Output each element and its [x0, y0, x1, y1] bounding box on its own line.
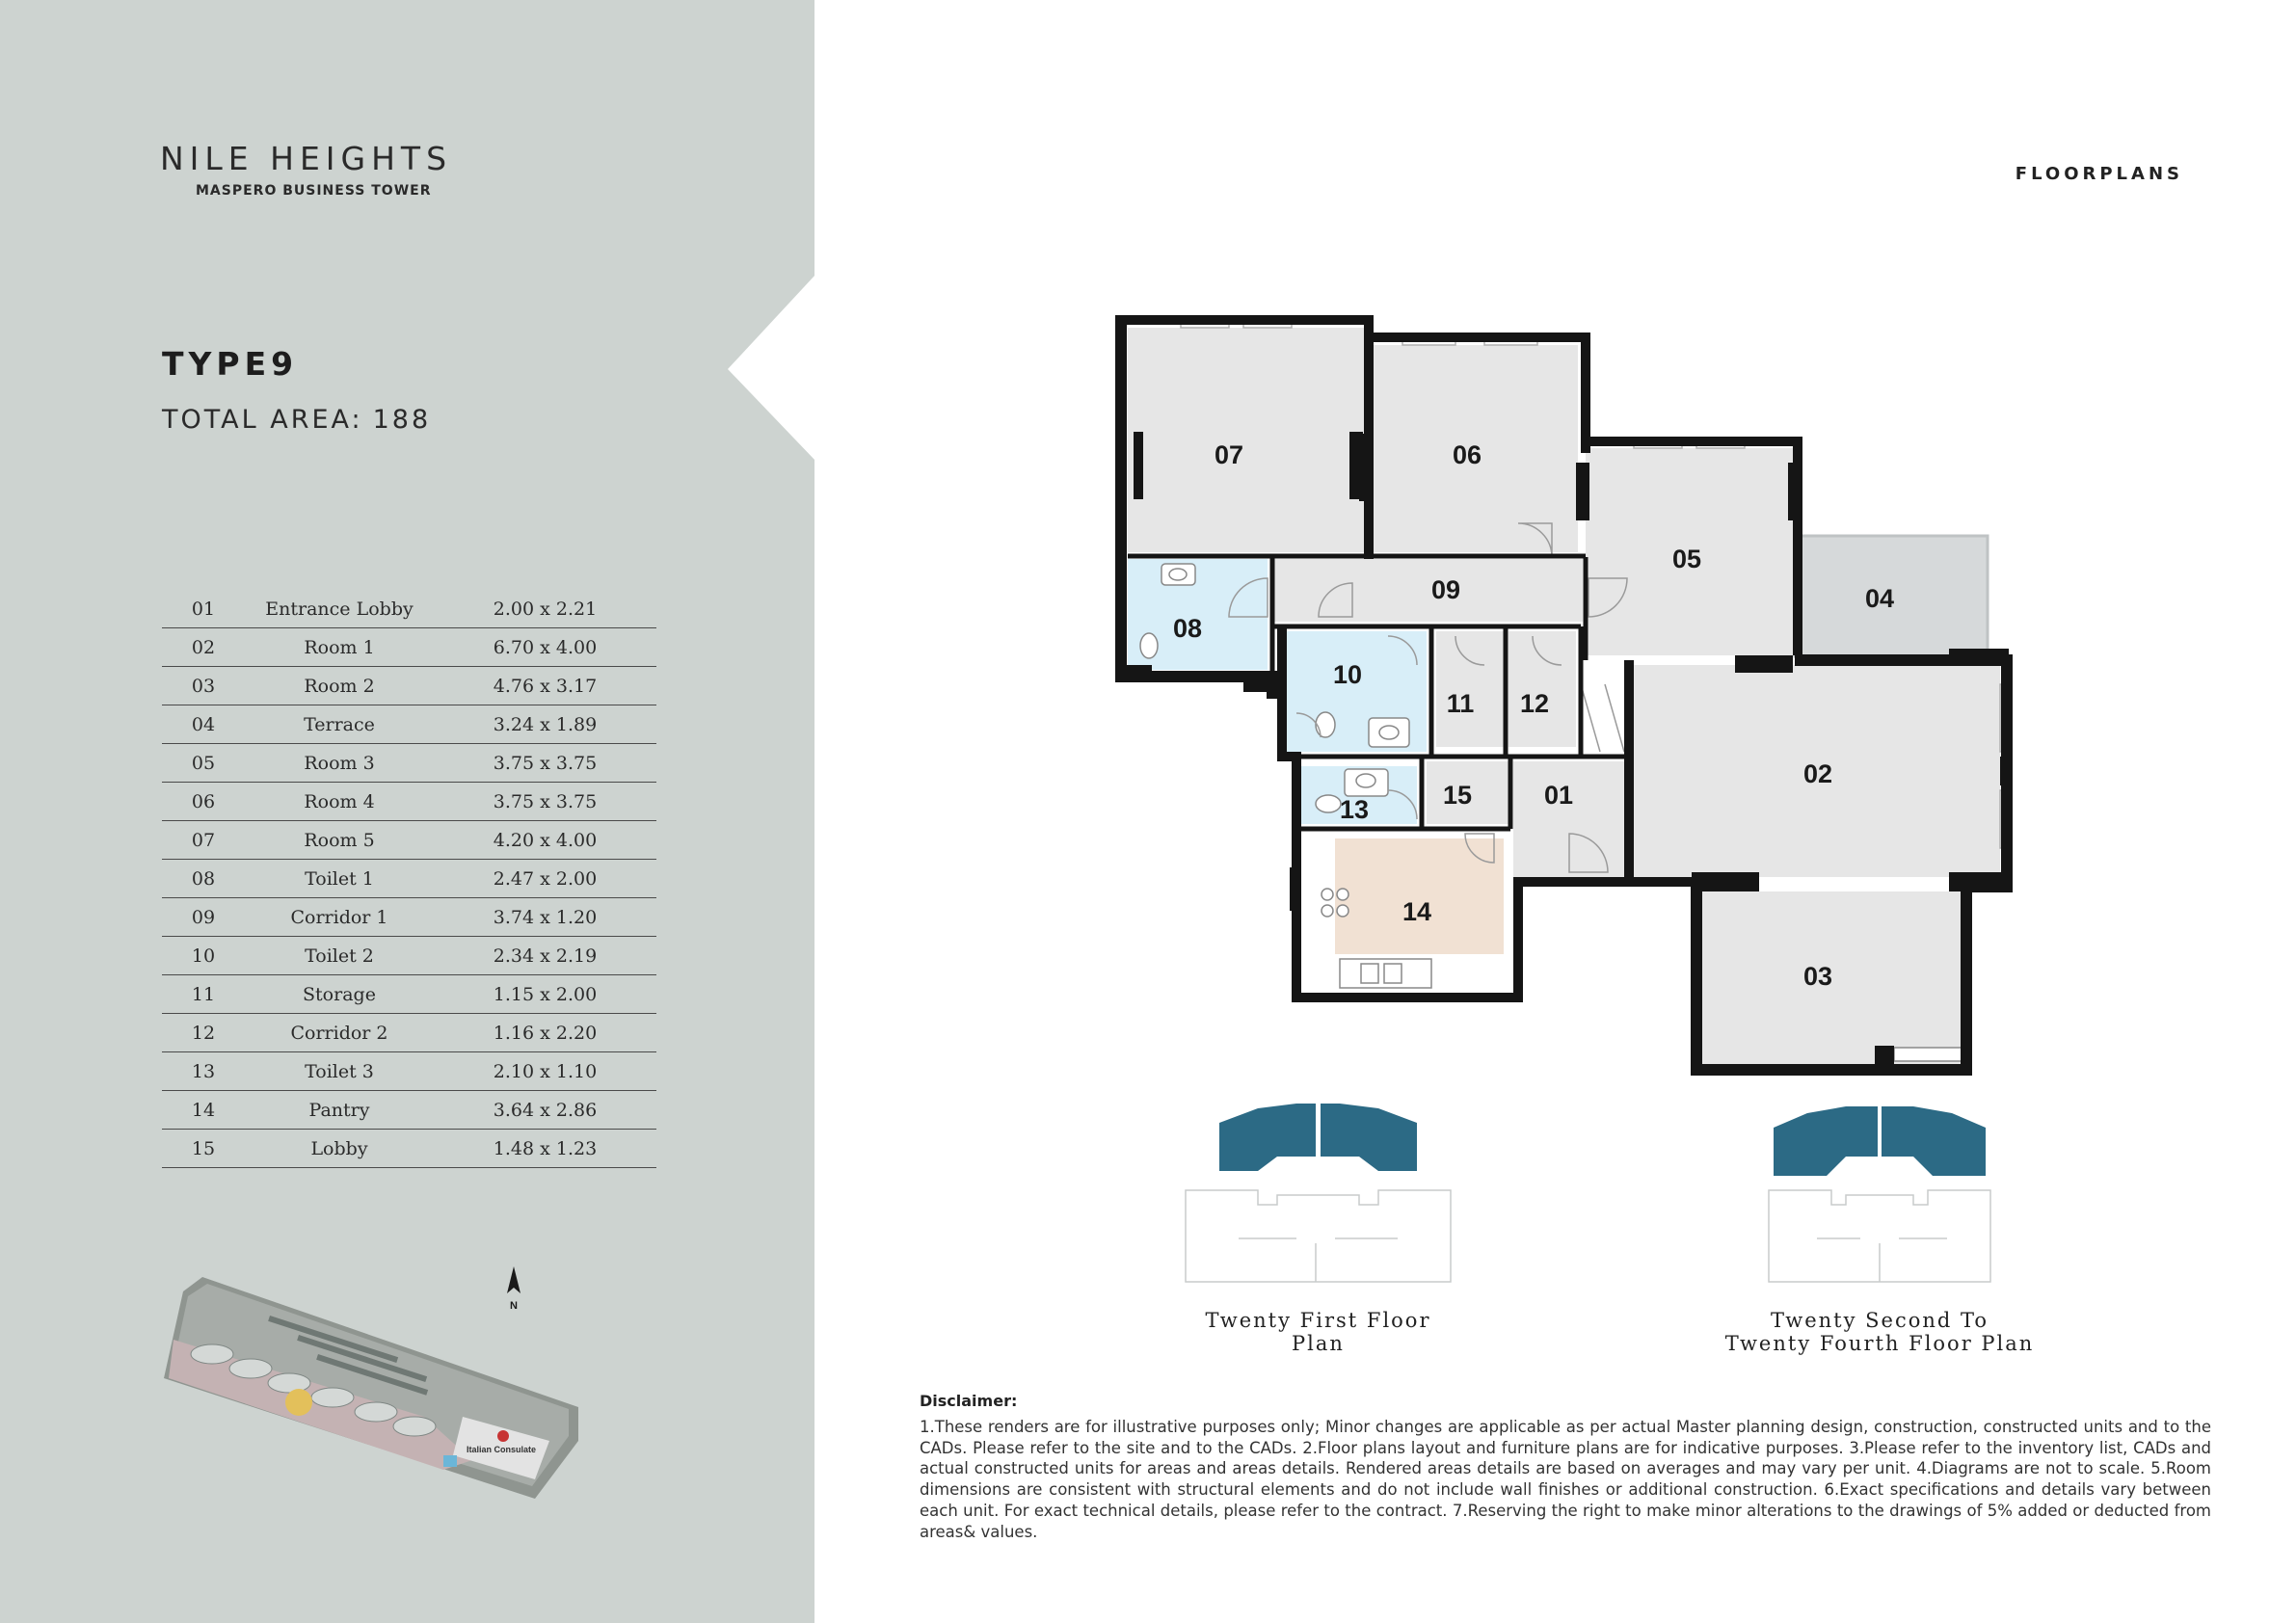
total-area: [162, 405, 431, 435]
site-landmark-label: Italian Consulate: [466, 1445, 537, 1454]
room-name: Toilet 1: [245, 860, 434, 898]
room-name: Room 1: [245, 628, 434, 667]
disclaimer-text: 1.These renders are for illustrative purposes only; Minor changes are applicable as per actual Master planning design, construction, constructed units and to the CADs. Please refer to the site and to the CADs. 2.Floor plans layout and furniture plans are for indicative purposes. 3.Please refer to the inventory list, CADs and actual constructed units for areas and areas details. Rendered areas details are based on averages and may vary per unit. 4.Diagrams are not to scale. 5.Room dimensions are consistent with structural elements and do not include wall finishes or additional construction. 6.Exact specifications and details vary between each unit. For exact technical details, please refer to the contract. 7.Reserving the right to make minor alterations to the drawings of 5% added or deducted from areas& values.: [920, 1418, 2211, 1541]
brand-title: NILE HEIGHTS: [160, 140, 453, 177]
room-schedule-table: [162, 590, 656, 1168]
room-dimensions: 4.76 x 3.17: [434, 667, 656, 705]
disclaimer-title: Disclaimer:: [920, 1392, 1018, 1410]
room-label-03: 03: [1802, 962, 1833, 991]
room-row: [162, 821, 656, 860]
key-plan-21st-floor: [1181, 1099, 1455, 1287]
room-label-06: 06: [1452, 440, 1482, 469]
room-dimensions: 4.20 x 4.00: [434, 821, 656, 860]
room-number: 07: [162, 821, 245, 860]
room-row: [162, 898, 656, 937]
room-name: Corridor 1: [245, 898, 434, 937]
room-label-08: 08: [1172, 614, 1203, 643]
key-plan-caption-2: [1716, 1309, 2043, 1355]
room-label-12: 12: [1519, 689, 1550, 718]
room-row: [162, 937, 656, 975]
room-label-02: 02: [1802, 759, 1833, 788]
room-row: [162, 1014, 656, 1052]
key-caption-2-line2: Twenty Fourth Floor Plan: [1724, 1332, 2035, 1355]
room-label-07: 07: [1214, 440, 1244, 469]
room-dimensions: 2.10 x 1.10: [434, 1052, 656, 1091]
room-label-04: 04: [1864, 584, 1895, 613]
room-name: Storage: [245, 975, 434, 1014]
room-number: 06: [162, 783, 245, 821]
room-name: Room 4: [245, 783, 434, 821]
brand-subtitle: MASPERO BUSINESS TOWER: [196, 183, 432, 199]
room-number: 05: [162, 744, 245, 783]
room-dimensions: 3.74 x 1.20: [434, 898, 656, 937]
room-row: [162, 628, 656, 667]
room-number: 15: [162, 1130, 245, 1168]
room-label-01: 01: [1543, 781, 1574, 810]
room-row: [162, 590, 656, 628]
room-dimensions: 2.34 x 2.19: [434, 937, 656, 975]
north-arrow-icon: [499, 1264, 528, 1313]
room-dimensions: 3.75 x 3.75: [434, 744, 656, 783]
room-number: 14: [162, 1091, 245, 1130]
north-label: N: [510, 1300, 518, 1312]
room-row: [162, 667, 656, 705]
room-dimensions: 1.48 x 1.23: [434, 1130, 656, 1168]
room-name: Corridor 2: [245, 1014, 434, 1052]
room-row: [162, 1130, 656, 1168]
room-number: 10: [162, 937, 245, 975]
room-name: Room 5: [245, 821, 434, 860]
section-label: FLOORPLANS: [2015, 164, 2183, 184]
room-name: Entrance Lobby: [245, 590, 434, 628]
room-number: 09: [162, 898, 245, 937]
room-name: Toilet 2: [245, 937, 434, 975]
room-dimensions: 3.75 x 3.75: [434, 783, 656, 821]
room-row: [162, 1091, 656, 1130]
room-name: Pantry: [245, 1091, 434, 1130]
room-label-05: 05: [1671, 545, 1702, 573]
room-number: 12: [162, 1014, 245, 1052]
room-row: [162, 783, 656, 821]
room-dimensions: 3.24 x 1.89: [434, 705, 656, 744]
room-row: [162, 744, 656, 783]
room-row: [162, 860, 656, 898]
room-name: Room 3: [245, 744, 434, 783]
room-row: [162, 1052, 656, 1091]
room-label-11: 11: [1446, 689, 1475, 718]
key-caption-2-line1: Twenty Second To: [1770, 1309, 1989, 1332]
room-number: 02: [162, 628, 245, 667]
key-caption-1-line1: Twenty First Floor Plan: [1205, 1309, 1431, 1355]
room-dimensions: 1.15 x 2.00: [434, 975, 656, 1014]
room-dimensions: 2.00 x 2.21: [434, 590, 656, 628]
room-name: Lobby: [245, 1130, 434, 1168]
room-dimensions: 2.47 x 2.00: [434, 860, 656, 898]
room-dimensions: 1.16 x 2.20: [434, 1014, 656, 1052]
room-number: 03: [162, 667, 245, 705]
room-dimensions: 3.64 x 2.86: [434, 1091, 656, 1130]
room-label-09: 09: [1430, 575, 1461, 604]
room-number: 11: [162, 975, 245, 1014]
room-name: Toilet 3: [245, 1052, 434, 1091]
room-label-10: 10: [1332, 660, 1363, 689]
room-row: [162, 975, 656, 1014]
total-area-label: TOTAL AREA:: [162, 405, 363, 435]
room-number: 13: [162, 1052, 245, 1091]
key-plan-22nd-24th-floor: [1764, 1099, 1995, 1287]
unit-type-title: TYPE9: [162, 345, 299, 383]
room-row: [162, 705, 656, 744]
room-label-14: 14: [1402, 897, 1432, 926]
room-dimensions: 6.70 x 4.00: [434, 628, 656, 667]
site-plan-image: [154, 1263, 598, 1513]
room-number: 01: [162, 590, 245, 628]
key-plan-caption-1: [1181, 1309, 1455, 1355]
room-name: Room 2: [245, 667, 434, 705]
room-name: Terrace: [245, 705, 434, 744]
room-number: 08: [162, 860, 245, 898]
room-label-15: 15: [1442, 781, 1473, 810]
floorplan-drawing: [1107, 306, 2013, 1078]
room-label-13: 13: [1339, 795, 1370, 824]
room-number: 04: [162, 705, 245, 744]
total-area-value: 188: [372, 405, 432, 435]
